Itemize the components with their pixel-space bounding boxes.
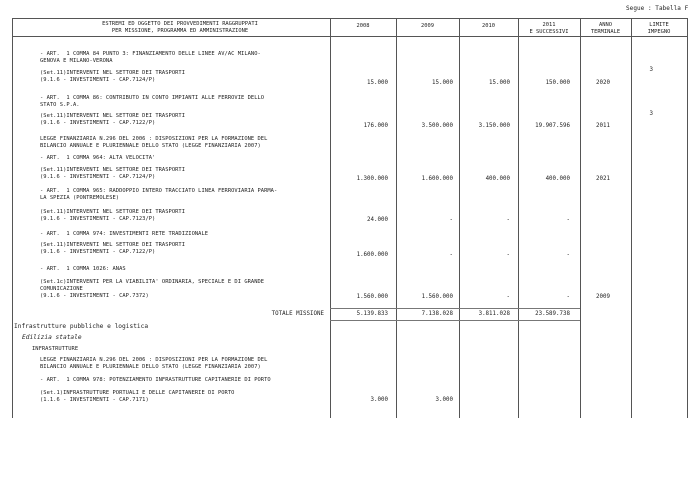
cell-limite: 3 xyxy=(649,111,653,117)
cell-anno: 2009 xyxy=(596,294,610,300)
table-top-rule xyxy=(12,18,688,19)
cell-2010: 15.000 xyxy=(489,80,510,86)
header-col-anno-l2: TERMINALE xyxy=(590,29,621,35)
col-rule-limite xyxy=(631,18,632,418)
table-left-rule xyxy=(12,18,13,418)
cell-limite: 3 xyxy=(649,67,653,73)
cell-2008: 15.000 xyxy=(367,80,388,86)
cell-anno: 2021 xyxy=(596,176,610,182)
cell-2008: 24.000 xyxy=(367,217,388,223)
cell-2011: - xyxy=(566,252,570,258)
row-text: LA SPEZIA (PONTREMOLESE) xyxy=(40,195,120,201)
row-text: (9.1.6 - INVESTIMENTI - CAP.7372) xyxy=(40,293,149,299)
cell-2010: - xyxy=(506,217,510,223)
total-top-rule xyxy=(330,308,580,309)
cell-2011: - xyxy=(566,217,570,223)
row-text: LEGGE FINANZIARIA N.296 DEL 2006 : DISPOSIZIONI PER LA FORMAZIONE DEL xyxy=(40,136,268,142)
row-text: (Set.11)INTERVENTI NEL SETTORE DEI TRASPORTI xyxy=(40,70,185,76)
cell-anno: 2020 xyxy=(596,80,610,86)
row-text: (9.1.6 - INVESTIMENTI - CAP.7122/P) xyxy=(40,249,156,255)
row-text: (Set.1c)INTERVENTI PER LA VIABILITA' ORDINARIA, SPECIALE E DI GRANDE xyxy=(40,279,265,285)
total-2008: 5.139.833 xyxy=(356,311,388,317)
total-label: TOTALE MISSIONE xyxy=(271,311,324,317)
total-2010: 3.811.028 xyxy=(478,311,510,317)
legge-line2: BILANCIO ANNUALE E PLURIENNALE DELLO STATO (LEGGE FINANZIARIA 2007) xyxy=(40,364,261,370)
row-text: (9.1.6 - INVESTIMENTI - CAP.7124/P) xyxy=(40,77,156,83)
row-text: STATO S.P.A. xyxy=(40,102,80,108)
cell-2008: 176.000 xyxy=(363,123,388,129)
row-text: (Set.11)INTERVENTI NEL SETTORE DEI TRASPORTI xyxy=(40,209,185,215)
cell-anno: 2011 xyxy=(596,123,610,129)
cell-2008: 1.600.000 xyxy=(356,252,388,258)
row-text: (Set.11)INTERVENTI NEL SETTORE DEI TRASPORTI xyxy=(40,167,185,173)
header-description-line1: ESTREMI ED OGGETTO DEI PROVVEDIMENTI RAGGRUPPATI xyxy=(102,21,258,27)
cell-2009: 3.000 xyxy=(435,397,453,403)
row-text: COMUNICAZIONE xyxy=(40,286,83,292)
row-text: - ART. 1 COMMA 965: RADDOPPIO INTERO TRACCIATO LINEA FERROVIARIA PARMA- xyxy=(40,188,278,194)
total-bottom-rule xyxy=(330,320,580,321)
missione-title: Infrastrutture pubbliche e logistica xyxy=(14,323,149,330)
amministrazione-title: INFRASTRUTTURE xyxy=(32,346,79,352)
cell-2010: 400.000 xyxy=(485,176,510,182)
row-text: - ART. 1 COMMA 86: CONTRIBUTO IN CONTO IMPIANTI ALLE FERROVIE DELLO xyxy=(40,95,265,101)
cell-2008: 1.560.000 xyxy=(356,294,388,300)
header-col-limite-l1: LIMITE xyxy=(649,22,669,28)
cell-2009: - xyxy=(449,252,453,258)
row-text: (9.1.6 - INVESTIMENTI - CAP.7123/P) xyxy=(40,216,156,222)
table-header-rule xyxy=(12,36,688,37)
header-col-2010: 2010 xyxy=(482,23,495,29)
cell-2009: 3.500.000 xyxy=(421,123,453,129)
header-col-2011-l1: 2011 xyxy=(542,22,556,28)
header-col-limite-l2: IMPEGNO xyxy=(647,29,671,35)
cell-2009: 1.560.000 xyxy=(421,294,453,300)
header-col-2009: 2009 xyxy=(421,23,434,29)
row-text: (9.1.6 - INVESTIMENTI - CAP.7124/P) xyxy=(40,174,156,180)
row-text: (Set.11)INTERVENTI NEL SETTORE DEI TRASPORTI xyxy=(40,113,185,119)
cell-2010: - xyxy=(506,294,510,300)
cell-2009: - xyxy=(449,217,453,223)
settore-line1: (Set.1)INFRASTRUTTURE PORTUALI E DELLE CAPITANERIE DI PORTO xyxy=(40,390,235,396)
row-text: (9.1.6 - INVESTIMENTI - CAP.7122/P) xyxy=(40,120,156,126)
row-text: - ART. 1 COMMA 1026: ANAS xyxy=(40,266,126,272)
row-text: - ART. 1 COMMA 964: ALTA VELOCITA' xyxy=(40,155,156,161)
total-2009: 7.138.028 xyxy=(421,311,453,317)
table-right-rule xyxy=(687,18,688,418)
legge-line1: LEGGE FINANZIARIA N.296 DEL 2006 : DISPOSIZIONI PER LA FORMAZIONE DEL xyxy=(40,357,268,363)
total-2011: 23.589.738 xyxy=(535,311,570,317)
row-text: - ART. 1 COMMA 84 PUNTO 3: FINANZIAMENTO DELLE LINEE AV/AC MILANO- xyxy=(40,51,261,57)
header-description-line2: PER MISSIONE, PROGRAMMA ED AMMINISTRAZIONE xyxy=(111,28,249,34)
programma-title: Edilizia statale xyxy=(22,334,82,341)
cell-2010: 3.150.000 xyxy=(478,123,510,129)
header-col-2011-l2: E SUCCESSIVI xyxy=(529,29,569,35)
row-text: BILANCIO ANNUALE E PLURIENNALE DELLO STATO (LEGGE FINANZIARIA 2007) xyxy=(40,143,261,149)
row-text: (Set.11)INTERVENTI NEL SETTORE DEI TRASPORTI xyxy=(40,242,185,248)
cell-2011: 19.907.596 xyxy=(535,123,570,129)
cell-2008: 1.300.000 xyxy=(356,176,388,182)
cell-2010: - xyxy=(506,252,510,258)
cell-2011: - xyxy=(566,294,570,300)
cell-2011: 400.000 xyxy=(545,176,570,182)
cell-2008: 3.000 xyxy=(370,397,388,403)
cell-2009: 15.000 xyxy=(432,80,453,86)
row-text: GENOVA E MILANO-VERONA xyxy=(40,58,113,64)
header-col-anno-l1: ANNO xyxy=(599,22,612,28)
art-978: - ART. 1 COMMA 978: POTENZIAMENTO INFRASTRUTTURE CAPITANERIE DI PORTO xyxy=(40,377,271,383)
cell-2009: 1.600.000 xyxy=(421,176,453,182)
cell-2011: 150.000 xyxy=(545,80,570,86)
header-col-2008: 2008 xyxy=(356,23,370,29)
row-text: - ART. 1 COMMA 974: INVESTIMENTI RETE TRADIZIONALE xyxy=(40,231,209,237)
continuation-label: Segue : Tabella F xyxy=(626,5,689,12)
col-rule-anno xyxy=(580,18,581,418)
settore-line2: (1.1.6 - INVESTIMENTI - CAP.7171) xyxy=(40,397,149,403)
